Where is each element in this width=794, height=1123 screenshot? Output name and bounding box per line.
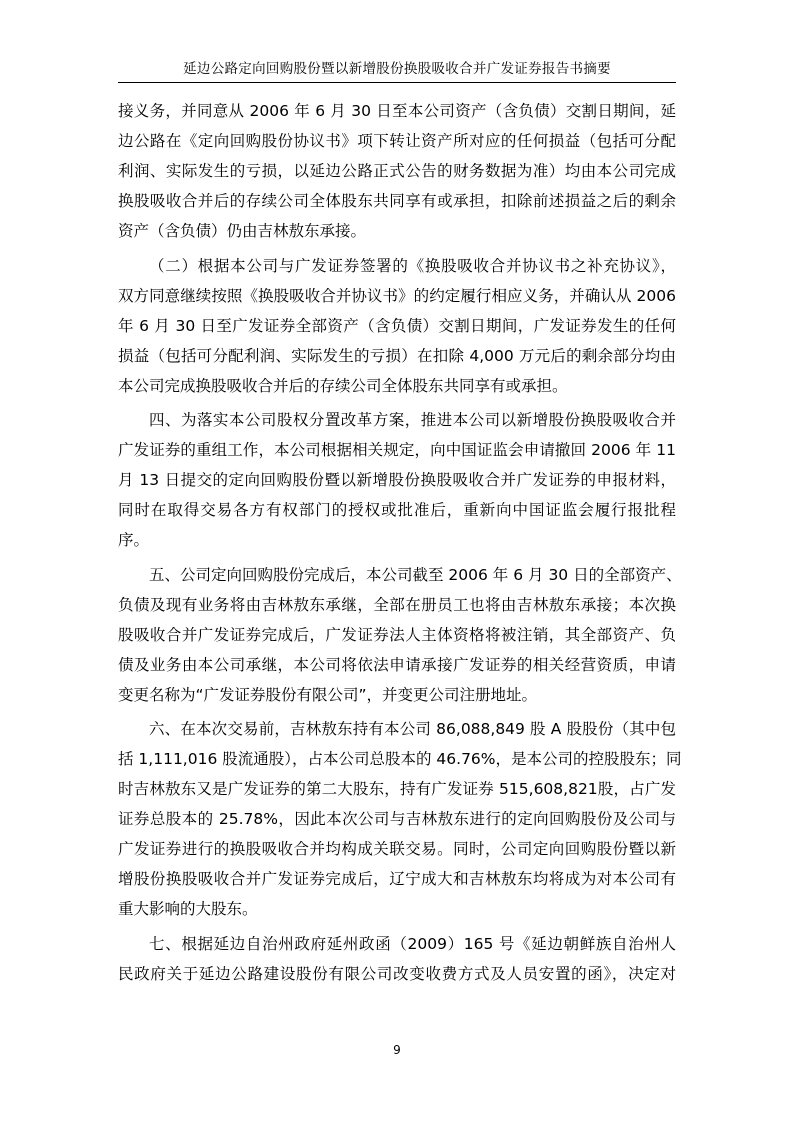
text-line: 民政府关于延边公路建设股份有限公司改变收费方式及人员安置的函》，决定对	[118, 964, 676, 983]
text-line: 重大影响的大股东。	[118, 900, 258, 919]
text-line: 四、为落实本公司股权分置改革方案，推进本公司以新增股份换股吸收合并	[149, 411, 676, 430]
text-line: 七、根据延边自治州政府延州政函（2009）165 号《延边朝鲜族自治州人	[149, 934, 676, 953]
text-line: 双方同意继续按照《换股吸收合并协议书》的约定履行相应义务，并确认从 2006	[118, 286, 676, 305]
header-divider	[118, 82, 676, 83]
paragraph	[118, 405, 676, 555]
document-body	[118, 96, 682, 994]
paragraph	[118, 560, 682, 710]
text-line: 五、公司定向回购股份完成后，本公司截至 2006 年 6 月 30 日的全部资产、	[149, 565, 682, 584]
text-line: 月 13 日提交的定向回购股份暨以新增股份换股吸收合并广发证券的申报材料，	[118, 471, 676, 490]
text-line: 广发证券进行的换股吸收合并均构成关联交易。同时，公司定向回购股份暨以新	[118, 840, 676, 859]
text-line: 接义务，并同意从 2006 年 6 月 30 日至本公司资产（含负债）交割日期间，延	[118, 102, 676, 120]
paragraph	[118, 929, 676, 989]
paragraph	[118, 251, 676, 401]
text-line: 换股吸收合并后的存续公司全体股东共同享有或承担，扣除前述损益之后的剩余	[118, 192, 676, 210]
text-line: 股吸收合并广发证券完成后，广发证券法人主体资格将被注销，其全部资产、负	[118, 625, 676, 644]
text-line: 本公司完成换股吸收合并后的存续公司全体股东共同享有或承担。	[118, 376, 568, 395]
text-line: 资产（含负债）仍由吉林敖东承接。	[118, 222, 367, 240]
text-line: 六、在本次交易前，吉林敖东持有本公司 86,088,849 股 A 股股份（其中包	[149, 720, 676, 739]
text-line: 边公路在《定向回购股份协议书》项下转让资产所对应的任何损益（包括可分配	[118, 132, 676, 150]
running-header: 延边公路定向回购股份暨以新增股份换股吸收合并广发证券报告书摘要	[183, 61, 611, 77]
text-line: 广发证券的重组工作，本公司根据相关规定，向中国证监会申请撤回 2006 年 11	[118, 441, 676, 460]
paragraph	[118, 714, 682, 924]
text-line: 利润、实际发生的亏损，以延边公路正式公告的财务数据为准）均由本公司完成	[118, 162, 676, 180]
text-line: 负债及现有业务将由吉林敖东承继，全部在册员工也将由吉林敖东承接；本次换	[118, 595, 676, 614]
text-line: 同时在取得交易各方有权部门的授权或批准后，重新向中国证监会履行报批程	[118, 501, 676, 520]
paragraph	[118, 96, 676, 246]
text-line: 债及业务由本公司承继，本公司将依法申请承接广发证券的相关经营资质，申请	[118, 655, 676, 674]
text-line: 增股份换股吸收合并广发证券完成后，辽宁成大和吉林敖东均将成为对本公司有	[118, 870, 676, 889]
text-line: 年 6 月 30 日至广发证券全部资产（含负债）交割日期间，广发证券发生的任何	[118, 316, 676, 335]
text-line: 损益（包括可分配利润、实际发生的亏损）在扣除 4,000 万元后的剩余部分均由	[118, 346, 676, 365]
text-line: （二）根据本公司与广发证券签署的《换股吸收合并协议书之补充协议》，	[149, 256, 676, 275]
text-line: 序。	[118, 531, 150, 550]
text-line: 括 1,111,016 股流通股），占本公司总股本的 46.76%，是本公司的控股股东；同	[118, 750, 682, 769]
text-line: 时吉林敖东又是广发证券的第二大股东，持有广发证券 515,608,821股，占广发	[118, 780, 676, 799]
text-line: 证券总股本的 25.78%，因此本次公司与吉林敖东进行的定向回购股份及公司与	[118, 810, 676, 829]
text-line: 变更名称为“广发证券股份有限公司”，并变更公司注册地址。	[118, 685, 538, 704]
page-number: 9	[393, 1043, 401, 1057]
